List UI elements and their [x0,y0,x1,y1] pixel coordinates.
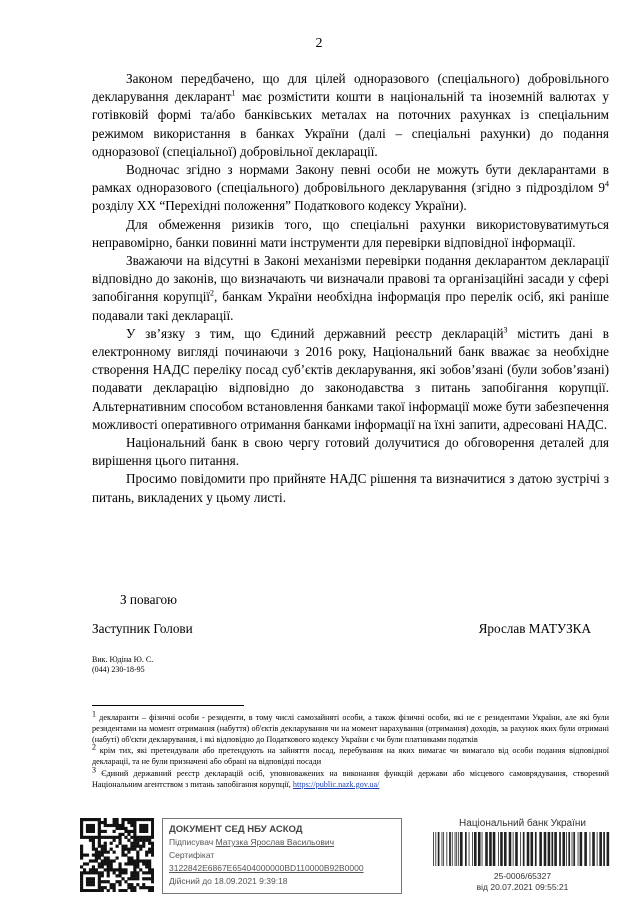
signature-box [162,818,402,894]
signature-row [92,621,609,637]
letter-body [92,70,609,507]
stamp-signer-row: Підписувач Матузка Ярослав Васильович [169,837,335,847]
executor-name: Вик. Юдіна Ю. С. [92,655,154,664]
paragraph-6: Національний банк в свою чергу готовий долучитися до обговорення деталей для вирішення цього питання. [92,435,609,469]
stamp-signer: Матузка Ярослав Васильович [215,837,335,847]
stamp-cert: 3122842E6867E65404000000BD110000B92B0000 [169,863,364,873]
footnotes [92,709,609,792]
page-number: 2 [315,36,323,51]
signer-name: Ярослав МАТУЗКА [478,621,591,636]
executor-phone: (044) 230-18-95 [92,665,145,674]
electronic-signature-stamp [80,818,620,896]
stamp-cert-row: Сертифікат 3122842E6867E65404000000BD110000B92B0000 [169,850,364,873]
footnote-2: $^2$ крім тих, які претендували або претендують на зайняття посад, перебування на яких вимагає чи вимагало від особи подання відповідної декларації, та не були призначені або обрані на відповідні посади [92,742,609,767]
barcode-icon [433,832,613,866]
stamp-valid: до 18.09.2021 9:39:18 [202,876,288,886]
bank-name: Національний банк України [459,818,586,829]
paragraph-5: У зв’язку з тим, що Єдиний державний реєстр декларацій$^3$ містить дані в електронному вигляді починаючи з 2016 року, Національний банк вважає за необхідне створення НАДС переліку посад суб’єктів декларування, які зобов’язані (були зобов’язані) подавати декларацію відповідно до законодавства з питань запобігання корупції. Альтернативним способом встановлення банками такої інформації може бути забезпечення можливості оперативного отримання банками інформації на їхні запити, адресовані НАДС. [92,325,609,432]
executor-info [92,655,153,675]
paragraph-4: Зважаючи на відсутні в Законі механізми перевірки подання декларантом декларації відповідно до законів, що визначають чи визначали правові та організаційні засади у сфері запобігання корупції$^2$, банкам України необхідна інформація про перелік осіб, які раніше подавали такі декларації. [92,253,609,323]
paragraph-1: Законом передбачено, що для цілей одноразового (спеціального) добровільного декларування декларант$^1$ має розмістити кошти в національній та іноземній валютах у готівковій формі та/або банківських металах на поточних рахунках із спеціальним режимом використання в банках України (далі – спеціальні рахунки) до подання одноразової (спеціальної) добровільної декларації. [92,71,609,159]
stamp-valid-row: Дійсний до 18.09.2021 9:39:18 [169,876,288,886]
registration-stamp [425,818,620,896]
qr-code-icon [80,818,154,892]
footnote-3: $^3$ Єдиний державний реєстр декларацій осіб, уповноважених на виконання функцій держави або місцевого самоврядування, створений Національним агентством з питань запобігання корупції, https://public.nazk.gov.ua/ [92,765,609,789]
nazk-link[interactable]: https://public.nazk.gov.ua/ [292,779,380,789]
paragraph-3: Для обмеження ризиків того, що спеціальні рахунки використовуватимуться неправомірно, банки повинні мати інструменти для перевірки відповідної інформації. [92,216,609,250]
footnote-1: $^1$ декларанти – фізичні особи - резиденти, в тому числі самозайняті особи, а також фізичні особи, які не є резидентами України, але які були резидентами на момент отримання (набуття) об'єктів декларування чи на момент нарахування (отримання) доходів, за рахунок яких були отримані (набуті) об'єкти декларування, і які відповідно до Податкового кодексу України є чи були платниками податків [92,709,609,744]
footnote-divider [92,705,244,706]
paragraph-7: Просимо повідомити про прийняте НАДС рішення та визначитися з датою зустрічі з питань, викладених у цьому листі. [92,471,609,505]
registration-number: 25-0006/65327 [493,871,552,881]
paragraph-2: Водночас згідно з нормами Закону певні особи не можуть бути декларантами в рамках одноразового (спеціального) добровільного декларування (згідно з підрозділом $9^4$ розділу XX “Перехідні положення” Податкового кодексу України). [92,162,609,214]
stamp-title: ДОКУМЕНТ СЕД НБУ АСКОД [169,824,303,835]
signer-title: Заступник Голови [92,621,193,636]
registration-date: від 20.07.2021 09:55:21 [476,882,569,892]
signoff: З повагою [120,592,177,607]
